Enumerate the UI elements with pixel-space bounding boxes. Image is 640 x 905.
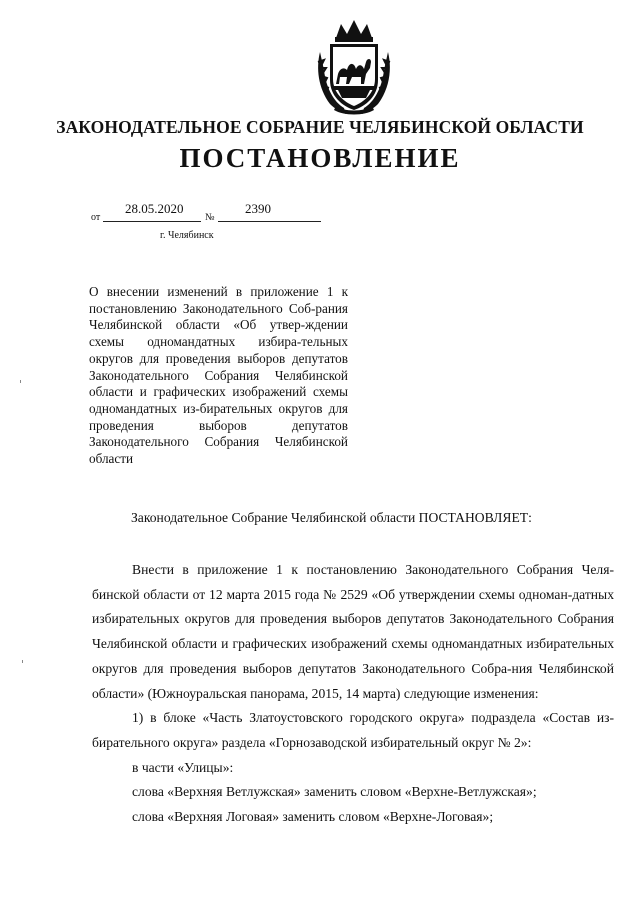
date-underline bbox=[103, 221, 201, 222]
scan-mark bbox=[22, 660, 23, 663]
organization-title: ЗАКОНОДАТЕЛЬНОЕ СОБРАНИЕ ЧЕЛЯБИНСКОЙ ОБЛАСТИ bbox=[56, 117, 584, 137]
document-date: 28.05.2020 bbox=[125, 201, 184, 216]
body-item-1: 1) в блоке «Часть Златоустовского городского округа» подраздела «Состав из-бирательного округа» раздела «Горнозаводской избирательный округ № 2»: bbox=[92, 710, 614, 750]
document-subject: О внесении изменений в приложение 1 к постановлению Законодательного Соб-рания Челябинской области «Об утвер-ждении схемы одномандатных избира-тельных округов для проведения выборов депутатов Законодательного Собрания Челябинской области и графических изображений схемы одномандатных из-бирательных округов для проведения выборов депутатов Законодательного Собрания Челябинской области bbox=[89, 284, 348, 467]
date-label: от bbox=[91, 212, 101, 223]
preamble: Законодательное Собрание Челябинской области ПОСТАНОВЛЯЕТ: bbox=[131, 510, 532, 525]
body-streets-line: в части «Улицы»: bbox=[132, 759, 234, 775]
coat-of-arms-icon bbox=[314, 18, 394, 118]
document-number: 2390 bbox=[245, 201, 271, 216]
body-change-1: слова «Верхняя Ветлужская» заменить словом «Верхне-Ветлужская»; bbox=[132, 784, 537, 800]
document-type-title: ПОСТАНОВЛЕНИЕ bbox=[179, 143, 461, 173]
body-change-2: слова «Верхняя Логовая» заменить словом «Верхне-Логовая»; bbox=[132, 809, 494, 825]
number-label: № bbox=[205, 212, 215, 223]
number-underline bbox=[218, 221, 321, 222]
document-body bbox=[92, 558, 614, 830]
body-paragraph-1: Внести в приложение 1 к постановлению Законодательного Собрания Челя-бинской области от 12 марта 2015 года № 2529 «Об утверждении схемы одноман-датных избирательных округов для проведения выборов депутатов Законодательного Собрания Челябинской области и графических изображений схемы одномандатных избирательных округов для проведения выборов депутатов Законодательного Собра-ния Челябинской области» (Южноуральская панорама, 2015, 14 марта) следующие изменения: bbox=[92, 562, 614, 701]
scan-mark bbox=[20, 380, 21, 383]
city-label: г. Челябинск bbox=[160, 230, 214, 241]
